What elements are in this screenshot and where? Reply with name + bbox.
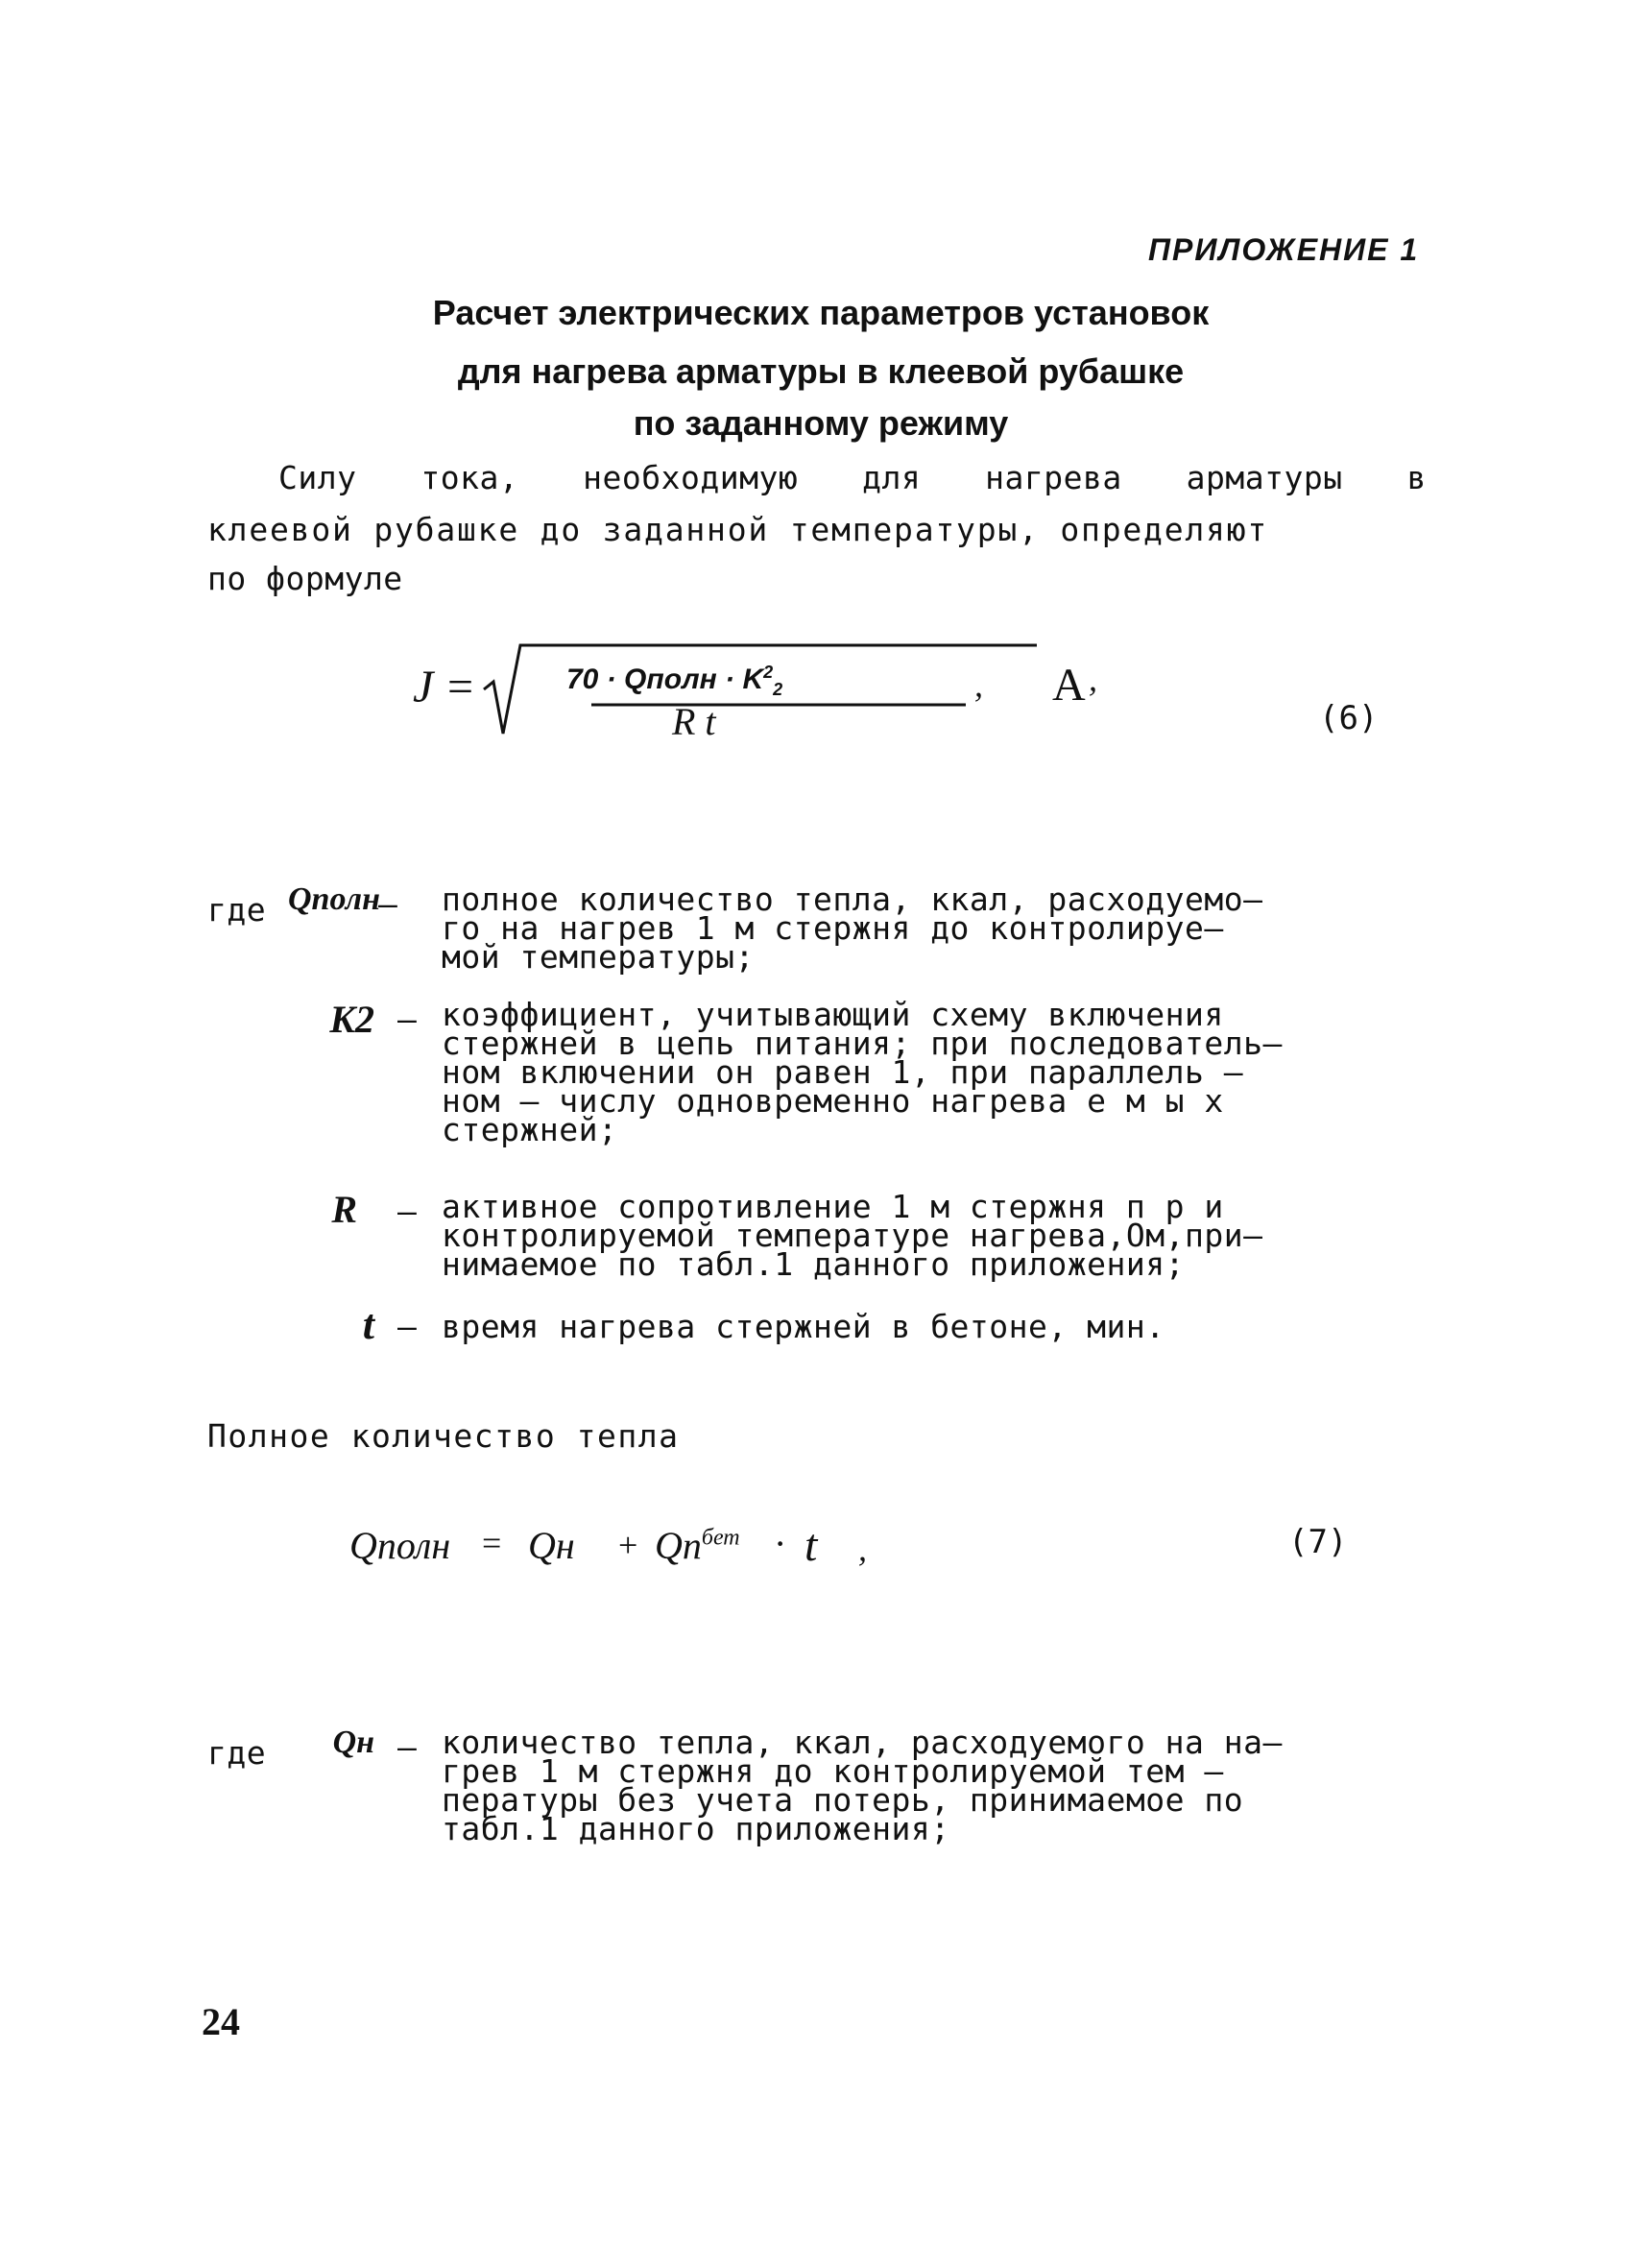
dash: – — [397, 1001, 418, 1038]
page-number: 24 — [202, 2000, 240, 2043]
definition-line: табл.1 данного приложения; — [442, 1810, 950, 1847]
definition-line: пературы без учета потерь, принимаемое по — [442, 1781, 1244, 1819]
definition-text — [442, 1188, 1263, 1283]
symbol-r: R — [331, 1188, 357, 1231]
intro-word: Силу — [278, 459, 357, 496]
definition-line: мой температуры; — [442, 938, 755, 976]
dash: – — [378, 885, 398, 923]
definition-line: стержней в цепь питания; при последователь– — [442, 1025, 1283, 1062]
formula6-comma: , — [974, 665, 983, 704]
definition-text — [442, 1308, 1165, 1345]
intro-line-2: клеевой рубашке до заданной температуры, определяют — [207, 511, 1269, 548]
title-line-1: Расчет электрических параметров установок — [432, 293, 1210, 332]
definition-line: ном включении он равен 1, при параллель – — [442, 1053, 1244, 1091]
formula6-unit-comma: , — [1089, 660, 1097, 698]
intro-word: тока, — [420, 459, 519, 496]
definition-line: нимаемое по табл.1 данного приложения; — [442, 1245, 1185, 1283]
formula-7 — [349, 1519, 1405, 1596]
dash: – — [397, 1308, 418, 1345]
definition-line: полное количество тепла, ккал, расходуемо– — [442, 881, 1263, 918]
definition-text — [442, 1724, 1283, 1847]
k-superscript: 2 — [763, 663, 774, 682]
intro-line-1 — [278, 459, 1427, 496]
definition-line: коэффициент, учитывающий схему включения — [442, 996, 1224, 1033]
definition-line: количество тепла, ккал, расходуемого на на– — [442, 1724, 1283, 1761]
formula6-denominator: R t — [672, 700, 716, 743]
intro-line-3: по формуле — [207, 560, 403, 597]
formula-6 — [413, 634, 1469, 759]
symbol-k2: K2 — [329, 998, 374, 1041]
formula7-term2 — [655, 1523, 740, 1568]
formula6-unit: A — [1052, 660, 1086, 711]
formula7-term1: Qн — [528, 1524, 575, 1567]
where-label: где — [207, 891, 267, 929]
intro-word: в — [1406, 459, 1427, 496]
definition-line: грев 1 м стержня до контролируемой тем – — [442, 1752, 1224, 1790]
intro-word: нагрева — [985, 459, 1122, 496]
section-heading: Полное количество тепла — [207, 1417, 680, 1455]
intro-word: необходимую — [583, 459, 799, 496]
definition-text — [442, 881, 1446, 976]
formula6-eq: = — [447, 662, 474, 712]
title-line-2: для нагрева арматуры в клеевой рубашке — [457, 351, 1185, 391]
definition-line: время нагрева стержней в бетоне, мин. — [442, 1308, 1165, 1345]
formula7-t: t — [804, 1520, 818, 1571]
symbol-qn: Qн — [332, 1725, 374, 1760]
definition-line: контролируемой температуре нагрева,Ом,при– — [442, 1217, 1263, 1254]
formula6-lhs: J — [413, 662, 434, 712]
k-subscript: 2 — [773, 680, 783, 699]
definition-text — [442, 996, 1283, 1148]
appendix-label: ПРИЛОЖЕНИЕ 1 — [1148, 232, 1420, 267]
symbol-qpoln: Qполн — [288, 881, 380, 917]
symbol-t: t — [362, 1301, 374, 1348]
formula6-numerator — [566, 663, 782, 700]
dash: – — [397, 1193, 418, 1230]
definition-line: активное сопротивление 1 м стержня п р и — [442, 1188, 1224, 1225]
definition-line: ном – числу одновременно нагрева е м ы х — [442, 1082, 1224, 1120]
intro-word: для — [862, 459, 922, 496]
formula7-plus: + — [618, 1526, 638, 1564]
formula7-comma: , — [858, 1530, 867, 1568]
definition-line: стержней; — [442, 1111, 618, 1148]
formula7-lhs: Qполн — [349, 1524, 451, 1567]
term2-superscript: бет — [701, 1525, 740, 1551]
formula6-number: (6) — [1319, 699, 1379, 737]
title-line-3: по заданному режиму — [633, 403, 1009, 443]
intro-word: арматуры — [1186, 459, 1343, 496]
dash: – — [397, 1728, 418, 1766]
formula7-eq: = — [482, 1524, 502, 1562]
definition-line: го на нагрев 1 м стержня до контролируе– — [442, 909, 1224, 947]
term2-base: Qп — [655, 1524, 702, 1567]
where-label-2: где — [207, 1734, 267, 1772]
numerator-text: 70 · Qполн · K — [566, 664, 764, 695]
formula7-number: (7) — [1288, 1523, 1348, 1561]
formula7-dot: · — [774, 1522, 787, 1565]
